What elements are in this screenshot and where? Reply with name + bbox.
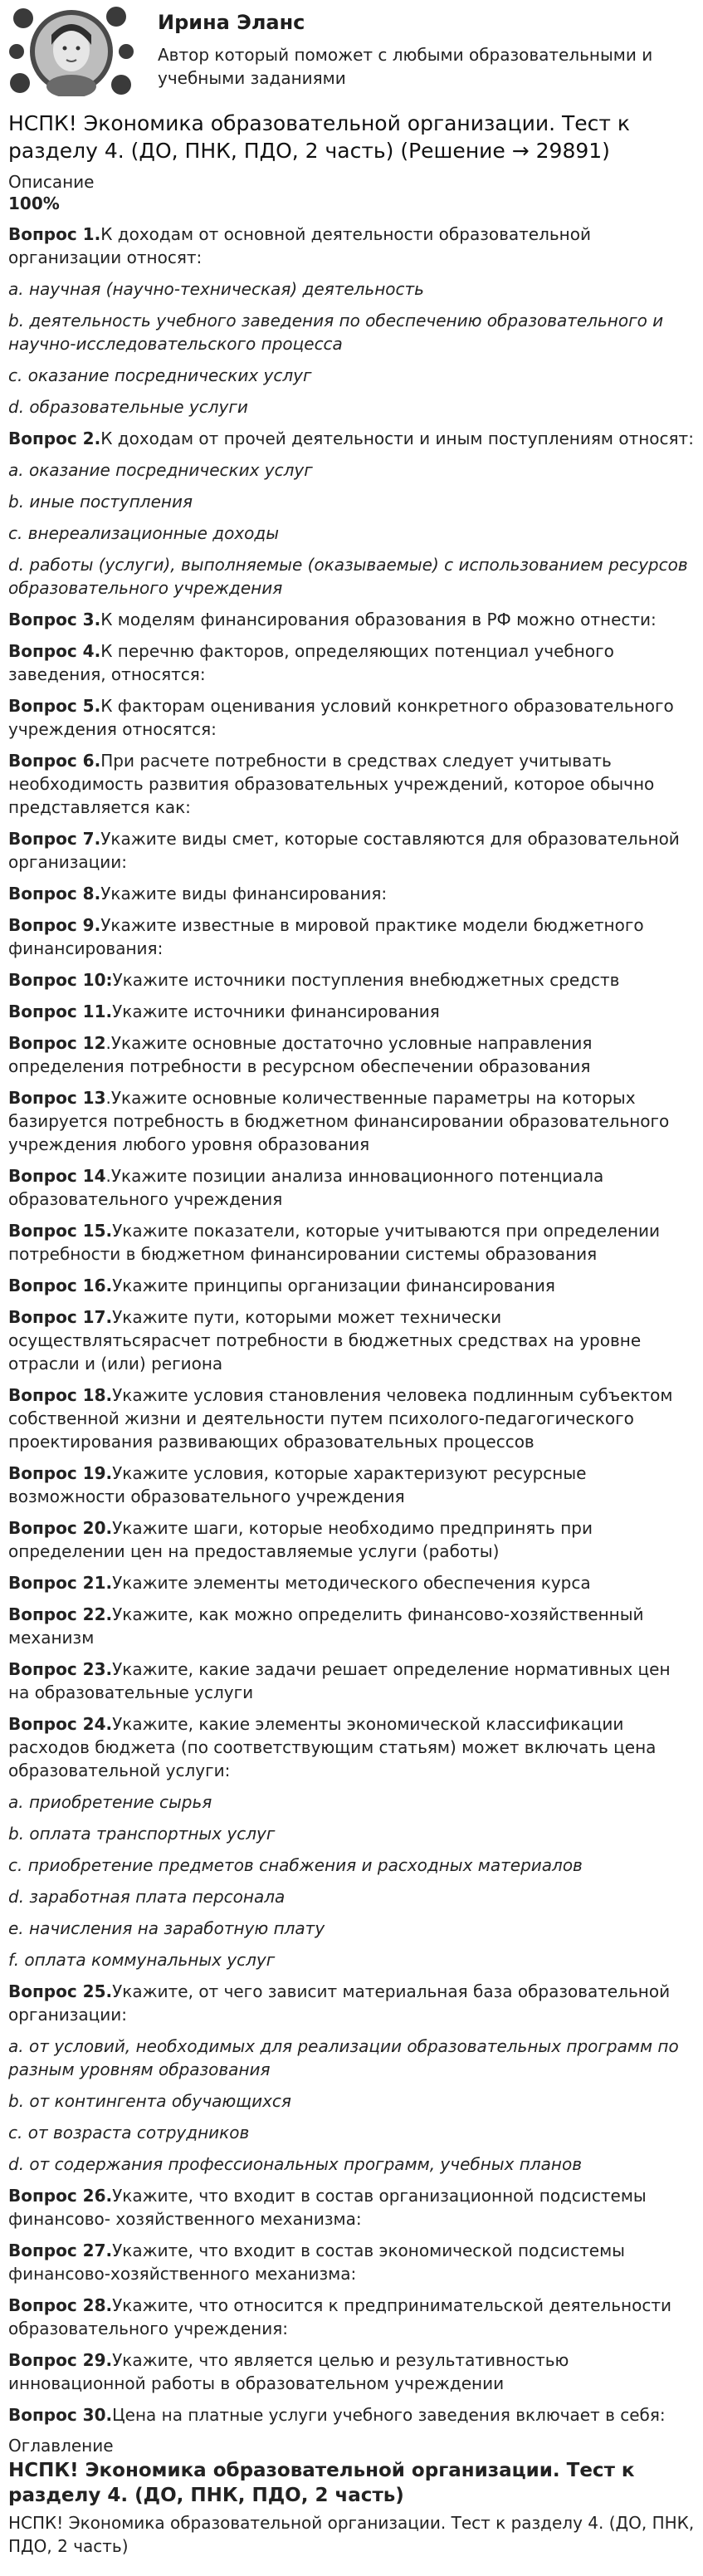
question-number: Вопрос 13 <box>8 1088 106 1108</box>
answer-option: c. оказание посреднических услуг <box>8 365 312 385</box>
author-name[interactable]: Ирина Эланс <box>158 11 305 34</box>
question-item <box>8 2348 695 2395</box>
answer-option: f. оплата коммунальных услуг <box>8 1950 276 1970</box>
question-text: Укажите элементы методического обеспечения курса <box>112 1573 591 1593</box>
question-text: Укажите, какие элементы экономической классификации расходов бюджета (по соответствующим статьям) может включать цена образовательной услуги: <box>8 1714 657 1780</box>
question-text: Укажите, что является целью и результативностью инновационной работы в образовательном учреждении <box>8 2350 569 2393</box>
question-item <box>8 882 695 905</box>
question-item <box>8 827 695 874</box>
question-text: Укажите известные в мировой практике модели бюджетного финансирования: <box>8 915 644 958</box>
author-avatar[interactable] <box>8 7 134 96</box>
question-text: К моделям финансирования образования в РФ можно отнести: <box>100 610 657 629</box>
question-number: Вопрос 16. <box>8 1276 113 1295</box>
answer-option: e. начисления на заработную плату <box>8 1918 325 1938</box>
question-text: К доходам от основной деятельности образовательной организации относят: <box>8 224 591 267</box>
question-number: Вопрос 4. <box>8 641 101 661</box>
question-text: Укажите источники поступления внебюджетных средств <box>112 970 620 990</box>
question-number: Вопрос 24. <box>8 1714 113 1734</box>
question-text: Укажите принципы организации финансирования <box>112 1276 555 1295</box>
question-number: Вопрос 25. <box>8 1981 113 2001</box>
author-description: Автор который поможет с любыми образовательными и учебными заданиями <box>158 45 653 88</box>
answer-option: a. приобретение сырья <box>8 1792 212 1812</box>
toc-title: НСПК! Экономика образовательной организации. Тест к разделу 4. (ДО, ПНК, ПДО, 2 часть) <box>8 2460 635 2506</box>
question-item <box>8 1980 695 2026</box>
answer-option: c. приобретение предметов снабжения и расходных материалов <box>8 1855 583 1875</box>
question-text: Укажите источники финансирования <box>112 1002 440 1021</box>
answer-option: b. деятельность учебного заведения по обеспечению образовательного и научно-исследовательского процесса <box>8 311 664 354</box>
question-number: Вопрос 11. <box>8 1002 113 1021</box>
answer-option: a. научная (научно-техническая) деятельность <box>8 279 424 299</box>
question-number: Вопрос 8. <box>8 884 101 904</box>
question-number: Вопрос 3. <box>8 610 101 629</box>
question-text: Укажите, что входит в состав организационной подсистемы финансово- хозяйственного механизма: <box>8 2186 647 2229</box>
question-item <box>8 1712 695 1782</box>
question-text: Укажите показатели, которые учитываются при определении потребности в бюджетном финансировании системы образования <box>8 1221 661 1264</box>
toc-label: Оглавление <box>8 2436 114 2456</box>
question-item <box>8 1000 695 1023</box>
description-label: Описание <box>8 172 95 192</box>
question-number: Вопрос 17. <box>8 1307 113 1327</box>
question-item <box>8 2294 695 2340</box>
questions-list <box>8 223 695 2427</box>
question-text: .Укажите основные количественные параметры на которых базируется потребность в бюджетном финансировании образовательного учреждения любого уровня образования <box>8 1088 670 1154</box>
question-text: Укажите пути, которыми может технически осуществлятьсярасчет потребности в бюджетных средствах на уровне отрасли и (или) региона <box>8 1307 642 1374</box>
question-item <box>8 749 695 819</box>
question-item <box>8 1516 695 1563</box>
question-item <box>8 1658 695 1704</box>
question-item <box>8 223 695 269</box>
question-number: Вопрос 9. <box>8 915 101 935</box>
question-item <box>8 1462 695 1508</box>
question-item <box>8 968 695 992</box>
answer-option: a. от условий, необходимых для реализации образовательных программ по разным уровням образования <box>8 2036 679 2079</box>
question-text: При расчете потребности в средствах следует учитывать необходимость развития образовательных учреждений, которое обычно представляется как: <box>8 751 655 817</box>
question-number: Вопрос 1. <box>8 224 101 244</box>
question-text: Укажите виды финансирования: <box>100 884 388 904</box>
question-text: Укажите шаги, которые необходимо предпринять при определении цен на предоставляемые услуги (работы) <box>8 1518 593 1561</box>
question-text: К доходам от прочей деятельности и иным поступлениям относят: <box>100 429 694 448</box>
avatar-image <box>8 7 134 96</box>
question-number: Вопрос 21. <box>8 1573 113 1593</box>
page-title: НСПК! Экономика образовательной организации. Тест к разделу 4. (ДО, ПНК, ПДО, 2 часть) (Решение → 29891) <box>8 111 631 163</box>
question-number: Вопрос 10: <box>8 970 113 990</box>
answer-option: d. от содержания профессиональных программ, учебных планов <box>8 2154 582 2174</box>
question-item <box>8 1383 695 1453</box>
question-number: Вопрос 6. <box>8 751 101 771</box>
question-item <box>8 1219 695 1266</box>
answer-option: a. оказание посреднических услуг <box>8 460 313 480</box>
question-number: Вопрос 12 <box>8 1033 106 1053</box>
question-item <box>8 1571 695 1594</box>
question-item <box>8 913 695 960</box>
question-number: Вопрос 7. <box>8 829 101 849</box>
question-item <box>8 1274 695 1297</box>
question-number: Вопрос 26. <box>8 2186 113 2206</box>
question-item <box>8 608 695 631</box>
question-number: Вопрос 23. <box>8 1659 113 1679</box>
question-text: .Укажите позиции анализа инновационного потенциала образовательного учреждения <box>8 1166 604 1209</box>
question-item <box>8 1305 695 1375</box>
question-item <box>8 1603 695 1649</box>
question-text: Укажите виды смет, которые составляются для образовательной организации: <box>8 829 680 872</box>
answer-option: d. работы (услуги), выполняемые (оказываемые) с использованием ресурсов образовательного учреждения <box>8 555 688 598</box>
question-item <box>8 1031 695 1078</box>
question-item <box>8 1164 695 1211</box>
question-number: Вопрос 28. <box>8 2295 113 2315</box>
answer-option: c. внереализационные доходы <box>8 523 280 543</box>
answer-option: c. от возраста сотрудников <box>8 2123 250 2143</box>
question-number: Вопрос 15. <box>8 1221 113 1241</box>
question-text: .Укажите основные достаточно условные направления определения потребности в ресурсном обеспечении образования <box>8 1033 593 1076</box>
question-number: Вопрос 5. <box>8 696 101 716</box>
question-number: Вопрос 19. <box>8 1463 113 1483</box>
answer-option: b. оплата транспортных услуг <box>8 1824 276 1844</box>
question-item <box>8 639 695 686</box>
percent-value: 100% <box>8 193 60 213</box>
question-number: Вопрос 29. <box>8 2350 113 2370</box>
author-card <box>8 0 695 105</box>
question-number: Вопрос 27. <box>8 2241 113 2260</box>
question-number: Вопрос 2. <box>8 429 101 448</box>
question-number: Вопрос 22. <box>8 1604 113 1624</box>
question-item <box>8 2239 695 2285</box>
question-text: Укажите, какие задачи решает определение нормативных цен на образовательные услуги <box>8 1659 671 1702</box>
question-number: Вопрос 30. <box>8 2405 113 2425</box>
question-text: К факторам оценивания условий конкретного образовательного учреждения относятся: <box>8 696 674 739</box>
question-item <box>8 2184 695 2231</box>
question-text: Укажите, как можно определить финансово-хозяйственный механизм <box>8 1604 644 1648</box>
question-item <box>8 694 695 741</box>
question-item <box>8 1086 695 1156</box>
question-text: Укажите, что относится к предпринимательской деятельности образовательного учреждения: <box>8 2295 671 2338</box>
question-item <box>8 2403 695 2427</box>
answer-option: b. иные поступления <box>8 492 193 512</box>
question-text: Укажите условия, которые характеризуют ресурсные возможности образовательного учреждения <box>8 1463 587 1506</box>
question-text: К перечню факторов, определяющих потенциал учебного заведения, относятся: <box>8 641 614 684</box>
question-number: Вопрос 14 <box>8 1166 106 1186</box>
answer-option: d. заработная плата персонала <box>8 1887 286 1907</box>
question-text: Укажите условия становления человека подлинным субъектом собственной жизни и деятельности путем психолого-педагогического проектирования развивающих образовательных процессов <box>8 1385 673 1452</box>
question-text: Укажите, от чего зависит материальная база образовательной организации: <box>8 1981 671 2025</box>
question-number: Вопрос 18. <box>8 1385 113 1405</box>
question-text: Цена на платные услуги учебного заведения включает в себя: <box>112 2405 666 2425</box>
answer-option: b. от контингента обучающихся <box>8 2091 291 2111</box>
answer-option: d. образовательные услуги <box>8 397 248 417</box>
author-info <box>158 7 656 90</box>
question-item <box>8 427 695 450</box>
question-number: Вопрос 20. <box>8 1518 113 1538</box>
question-text: Укажите, что входит в состав экономической подсистемы финансово-хозяйственного механизма: <box>8 2241 625 2284</box>
toc-link[interactable]: НСПК! Экономика образовательной организации. Тест к разделу 4. (ДО, ПНК, ПДО, 2 часть) <box>8 2513 695 2556</box>
